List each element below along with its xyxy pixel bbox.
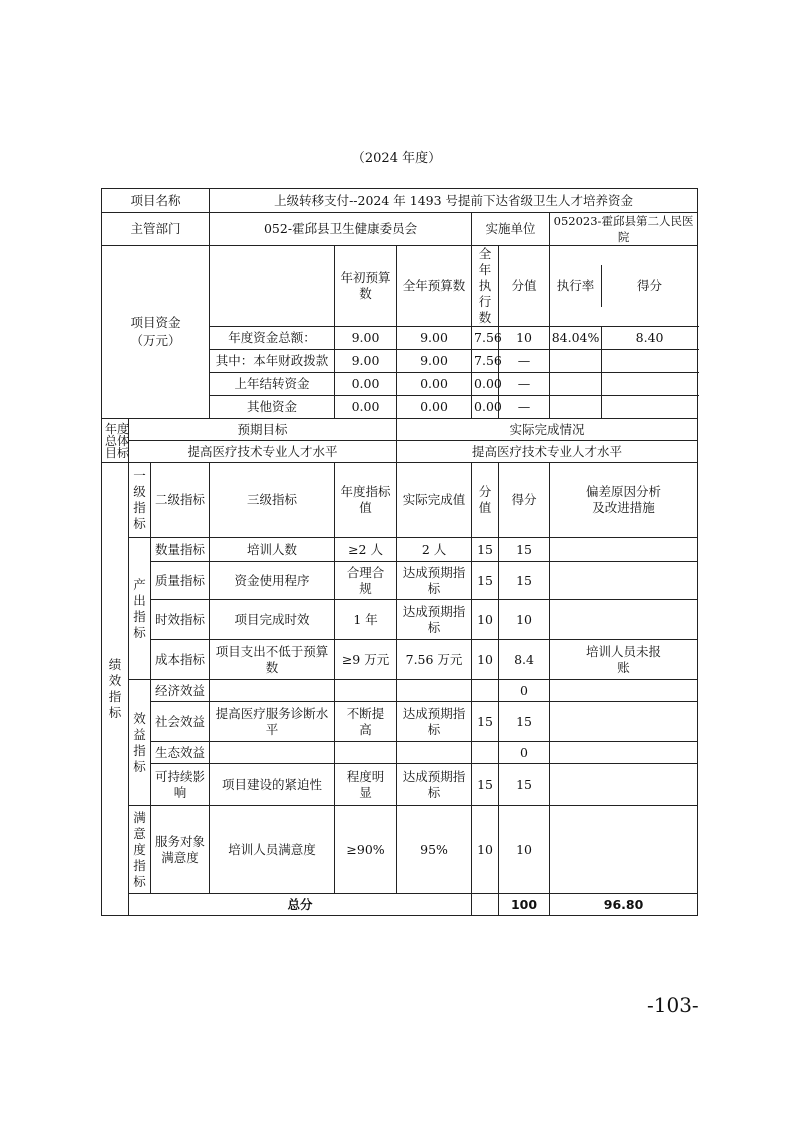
perf-row-score: 8.4 xyxy=(499,640,550,680)
reason-text: 偏差原因分析及改进措施 xyxy=(586,484,662,515)
perf-row-reason xyxy=(550,680,698,702)
project-name-row xyxy=(102,189,698,213)
funds-row-rate-score xyxy=(550,327,698,350)
funds-row-score-value: — xyxy=(499,350,550,373)
score-value-text: 分值 xyxy=(478,484,492,515)
perf-row-level2-text: 服务对象满意度 xyxy=(155,833,206,865)
performance-table xyxy=(101,188,698,916)
funds-header-full: 全年预算数 xyxy=(397,246,472,327)
perf-row xyxy=(102,806,698,894)
total-score: 96.80 xyxy=(550,894,698,916)
funds-header-score: 得分 xyxy=(637,278,663,293)
funds-label-text: 项目资金（万元） xyxy=(130,315,181,348)
funds-row-full: 0.00 xyxy=(397,396,472,419)
perf-row xyxy=(102,764,698,806)
perf-row-actual-text: 达成预期指标 xyxy=(402,603,466,635)
perf-header-score: 得分 xyxy=(499,463,550,538)
perf-row-score-value: 15 xyxy=(472,702,499,742)
perf-header-level1 xyxy=(129,463,151,538)
funds-row-exec: 7.56 xyxy=(472,327,499,350)
perf-row-score: 15 xyxy=(499,764,550,806)
funds-row-initial: 9.00 xyxy=(335,350,397,373)
perf-row-score: 15 xyxy=(499,538,550,562)
funds-header-initial: 年初预算数 xyxy=(335,246,397,327)
funds-row-score xyxy=(602,350,697,372)
perf-row-level3 xyxy=(210,742,335,764)
funds-row-name: 其他资金 xyxy=(210,396,335,419)
funds-row-score-value: 10 xyxy=(499,327,550,350)
perf-row-level2-text: 可持续影响 xyxy=(155,768,206,800)
funds-row-rate-score xyxy=(550,373,698,396)
perf-row-target: 1 年 xyxy=(335,600,397,640)
funds-row-score-value: — xyxy=(499,396,550,419)
perf-row-actual-text: 达成预期指标 xyxy=(402,768,466,800)
perf-row-target xyxy=(335,742,397,764)
funds-row-name: 其中：本年财政拨款 xyxy=(210,350,335,373)
impl-label: 实施单位 xyxy=(472,213,550,246)
perf-row-score: 15 xyxy=(499,702,550,742)
perf-row-target xyxy=(335,764,397,806)
perf-row-actual-text: 达成预期指标 xyxy=(402,564,466,596)
target-text: 年度指标值 xyxy=(340,484,391,515)
perf-row-level3 xyxy=(210,680,335,702)
funds-row-rate: 84.04% xyxy=(550,327,602,349)
perf-row-actual: 2 人 xyxy=(397,538,472,562)
funds-row-full: 9.00 xyxy=(397,327,472,350)
perf-row-level3: 培训人员满意度 xyxy=(210,806,335,894)
funds-row-rate xyxy=(550,396,602,418)
year-label: （2024 年度） xyxy=(351,151,442,166)
funds-row-name: 上年结转资金 xyxy=(210,373,335,396)
project-name: 上级转移支付--2024 年 1493 号提前下达省级卫生人才培养资金 xyxy=(210,189,698,213)
funds-header-rate-score xyxy=(550,246,698,327)
output-label xyxy=(129,538,151,680)
perf-row-reason xyxy=(550,600,698,640)
perf-row-score: 15 xyxy=(499,562,550,600)
funds-row-full: 9.00 xyxy=(397,350,472,373)
actual-goal-label: 实际完成情况 xyxy=(397,419,698,441)
total-score-value: 100 xyxy=(499,894,550,916)
perf-row-actual xyxy=(397,600,472,640)
funds-header-score-value: 分值 xyxy=(499,246,550,327)
funds-row-initial: 0.00 xyxy=(335,396,397,419)
perf-row xyxy=(102,600,698,640)
perf-row-score: 10 xyxy=(499,600,550,640)
perf-row-score: 0 xyxy=(499,680,550,702)
funds-row-initial: 0.00 xyxy=(335,373,397,396)
funds-row-exec: 7.56 xyxy=(472,350,499,373)
perf-row-score-value: 10 xyxy=(472,640,499,680)
funds-row-score xyxy=(602,373,697,395)
funds-row-exec: 0.00 xyxy=(472,396,499,419)
perf-row-level2: 生态效益 xyxy=(151,742,210,764)
perf-row-level3: 提高医疗服务诊断水平 xyxy=(210,702,335,742)
perf-row-level2: 经济效益 xyxy=(151,680,210,702)
goals-label-text: 年度总体目标 xyxy=(104,421,129,460)
perf-row xyxy=(102,562,698,600)
perf-header-score-value xyxy=(472,463,499,538)
perf-label-text: 绩效指标 xyxy=(108,657,122,720)
impl-value: 052023-霍邱县第二人民医院 xyxy=(550,213,698,246)
goals-content-row xyxy=(102,441,698,463)
funds-row-name: 年度资金总额： xyxy=(210,327,335,350)
perf-row-target xyxy=(335,680,397,702)
perf-row-target: ≥9 万元 xyxy=(335,640,397,680)
perf-row-level2 xyxy=(151,806,210,894)
perf-row xyxy=(102,742,698,764)
perf-row-actual xyxy=(397,742,472,764)
perf-row-actual: 7.56 万元 xyxy=(397,640,472,680)
project-name-label: 项目名称 xyxy=(102,189,210,213)
perf-row-score-value: 10 xyxy=(472,600,499,640)
perf-header-level3: 三级指标 xyxy=(210,463,335,538)
satisfaction-label xyxy=(129,806,151,894)
total-blank xyxy=(472,894,499,916)
perf-header-level2: 二级指标 xyxy=(151,463,210,538)
perf-label xyxy=(102,463,129,916)
page-number: -103- xyxy=(647,993,699,1017)
funds-row-exec: 0.00 xyxy=(472,373,499,396)
perf-row-score-value xyxy=(472,742,499,764)
satisfaction-label-text: 满意度指标 xyxy=(133,809,146,889)
perf-row-reason xyxy=(550,538,698,562)
perf-header-target xyxy=(335,463,397,538)
perf-row-level2 xyxy=(151,764,210,806)
perf-row-level2: 社会效益 xyxy=(151,702,210,742)
perf-row-score-value: 10 xyxy=(472,806,499,894)
perf-row-actual xyxy=(397,680,472,702)
perf-row-actual xyxy=(397,562,472,600)
expected-goal: 提高医疗技术专业人才水平 xyxy=(129,441,397,463)
perf-row-target xyxy=(335,562,397,600)
funds-header-blank xyxy=(210,246,335,327)
perf-header-reason xyxy=(550,463,698,538)
funds-row-score xyxy=(602,396,697,418)
funds-row-rate xyxy=(550,373,602,395)
funds-header-exec: 全年执行数 xyxy=(472,246,499,327)
perf-row-reason xyxy=(550,764,698,806)
perf-row-level2: 时效指标 xyxy=(151,600,210,640)
perf-row-level2: 成本指标 xyxy=(151,640,210,680)
level1-text: 一级指标 xyxy=(133,468,146,531)
perf-row-reason xyxy=(550,742,698,764)
perf-row-level3: 项目建设的紧迫性 xyxy=(210,764,335,806)
perf-row-actual xyxy=(397,764,472,806)
benefit-label xyxy=(129,680,151,806)
funds-row-initial: 9.00 xyxy=(335,327,397,350)
total-label: 总分 xyxy=(129,894,472,916)
perf-row-target-text: 不断提高 xyxy=(346,705,385,737)
funds-header-rate: 执行率 xyxy=(550,265,602,307)
perf-row-level3: 项目支出不低于预算数 xyxy=(210,640,335,680)
perf-row-score-value: 15 xyxy=(472,764,499,806)
perf-row-reason xyxy=(550,640,698,680)
funds-header-row xyxy=(102,246,698,327)
department-row xyxy=(102,213,698,246)
dept-label: 主管部门 xyxy=(102,213,210,246)
goals-header-row xyxy=(102,419,698,441)
perf-row-level3: 培训人数 xyxy=(210,538,335,562)
funds-row-rate-score xyxy=(550,350,698,373)
perf-row-score: 10 xyxy=(499,806,550,894)
perf-row xyxy=(102,702,698,742)
perf-header-actual: 实际完成值 xyxy=(397,463,472,538)
perf-row-actual xyxy=(397,702,472,742)
funds-row-full: 0.00 xyxy=(397,373,472,396)
perf-row-target: ≥2 人 xyxy=(335,538,397,562)
funds-row-rate-score xyxy=(550,396,698,419)
perf-row-reason-text: 培训人员未报账 xyxy=(586,643,662,675)
perf-row-level3: 资金使用程序 xyxy=(210,562,335,600)
perf-row-reason xyxy=(550,562,698,600)
expected-goal-label: 预期目标 xyxy=(129,419,397,441)
perf-header-row xyxy=(102,463,698,538)
perf-row-level2: 数量指标 xyxy=(151,538,210,562)
perf-row-target-text: 合理合规 xyxy=(346,564,385,596)
perf-row xyxy=(102,538,698,562)
actual-goal: 提高医疗技术专业人才水平 xyxy=(397,441,698,463)
perf-row-reason xyxy=(550,702,698,742)
perf-row-score: 0 xyxy=(499,742,550,764)
perf-row-level3: 项目完成时效 xyxy=(210,600,335,640)
perf-row-score-value xyxy=(472,680,499,702)
perf-row-reason xyxy=(550,806,698,894)
dept-value: 052-霍邱县卫生健康委员会 xyxy=(210,213,472,246)
perf-row-level2: 质量指标 xyxy=(151,562,210,600)
perf-row-score-value: 15 xyxy=(472,538,499,562)
funds-row-score: 8.40 xyxy=(635,330,664,345)
funds-label xyxy=(102,246,210,419)
benefit-label-text: 效益指标 xyxy=(133,710,146,774)
perf-row-target-text: 程度明显 xyxy=(346,768,385,800)
funds-row-score-value: — xyxy=(499,373,550,396)
goals-label xyxy=(102,419,129,463)
perf-row-actual-text: 达成预期指标 xyxy=(402,705,466,737)
perf-row-score-value: 15 xyxy=(472,562,499,600)
perf-row xyxy=(102,680,698,702)
perf-row-target xyxy=(335,702,397,742)
total-row xyxy=(102,894,698,916)
output-label-text: 产出指标 xyxy=(133,576,146,640)
perf-row xyxy=(102,640,698,680)
perf-row-actual: 95% xyxy=(397,806,472,894)
funds-row-rate xyxy=(550,350,602,372)
perf-row-target: ≥90% xyxy=(335,806,397,894)
